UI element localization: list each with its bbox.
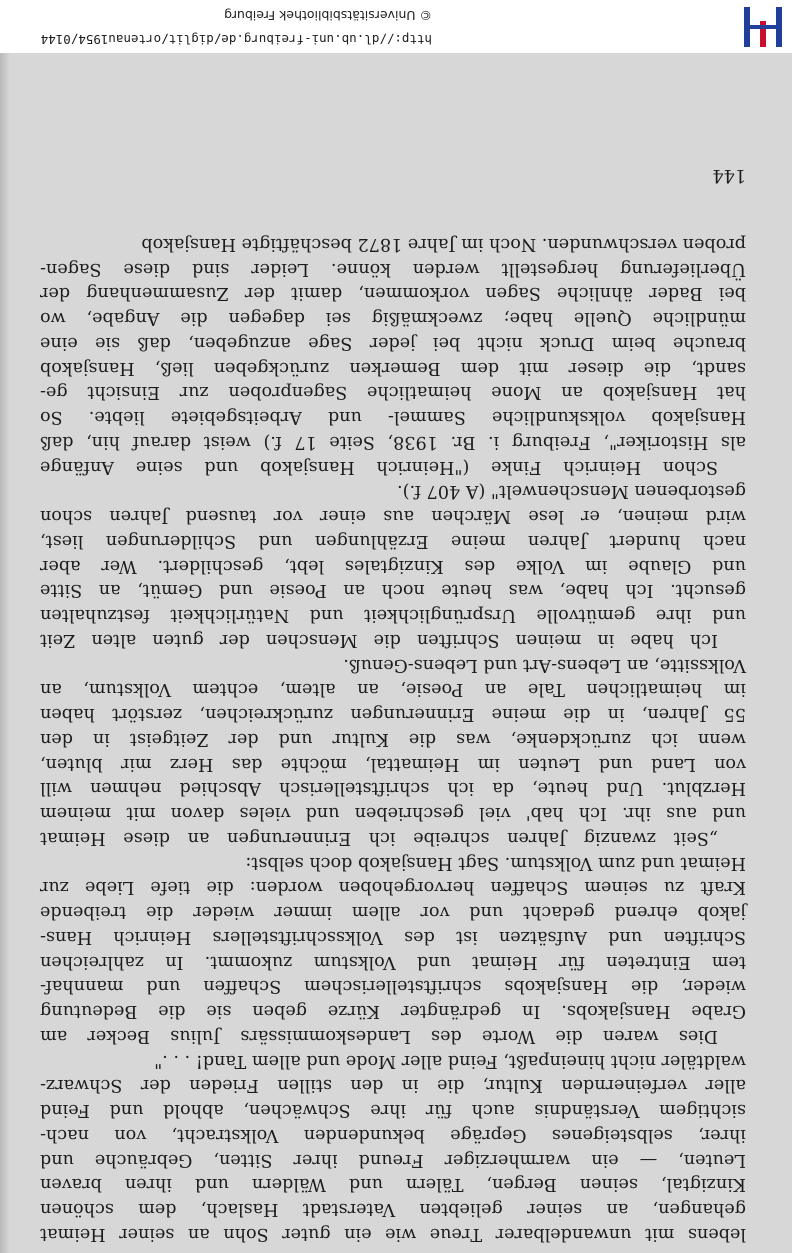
text-line: 55 Jahren, in die meine Erinnerungen zurückreichen, zerstört haben (40, 704, 746, 725)
text-line: sichtigem Verständnis auch für ihre Schwächen, abhold und Feind (40, 1100, 746, 1121)
text-line: lebens mit unwandelbarer Treue wie ein guter Sohn an seiner Heimat (40, 1224, 746, 1244)
text-line: gesucht. Ich habe, was heute noch an Poesie und Gemüt, an Sitte (40, 580, 746, 601)
text-line: Schriften und Aufsätzen ist des Volksschriftstellers Heinrich Hans- (40, 927, 746, 947)
library-logo-icon (738, 5, 788, 49)
text-line: sandt, die dieser mit dem Bemerken zurückgeben ließ, Hansjakob (40, 357, 746, 378)
text-line: Leuten, — ein warmherziger Freund ihrer Sitten, Gebräuche und (40, 1149, 746, 1170)
text-line: proben verschwunden. Noch im Jahre 1872 beschäftigte Hansjakob (141, 234, 746, 254)
text-line: brauche beim Druck nicht bei jeder Sage anzugeben, daß sie eine (40, 333, 746, 353)
text-line: und ihre gemütvolle Ursprünglichkeit und Natürlichkeit festzuhalten (40, 605, 746, 626)
text-line: und Glaube im Volke des Kinzigtales lebt, geschildert. Wer aber (40, 555, 746, 576)
copyright-notice: © Universitätsbibliothek Freiburg (224, 8, 432, 23)
text-line: als Historiker", Freiburg i. Br. 1938, Seite 17 f.) weist darauf hin, daß (40, 432, 746, 452)
text-line: Schon Heinrich Finke ("Heinrich Hansjakob und seine Anfänge (40, 456, 718, 477)
text-line: bei Bader ähnliche Sagen vorkommen, damit der Zusammenhang der (40, 283, 746, 304)
text-line: Heimat und zum Volkstum. Sagt Hansjakob doch selbst: (245, 852, 746, 873)
page-number: 144 (712, 165, 746, 185)
text-line: Kraft zu seinem Schaffen hervorgehoben worden: die tiefe Liebe zur (40, 877, 746, 898)
text-line: hat Hansjakob an Mone heimatliche Sagenproben zur Einsicht ge- (40, 382, 746, 403)
text-line: Hansjakob volkskundliche Sammel- und Arbeitsgebiete liebte. So (40, 407, 746, 428)
text-line: „Seit zwanzig Jahren schreibe ich Erinnerungen an diese Heimat (40, 828, 718, 848)
text-line: Überlieferung hergestellt werden könne. Leider sind diese Sagen- (40, 258, 746, 279)
text-line: jakob ehrend gedacht und vor allem immer wieder die treibende (40, 902, 746, 923)
page-body-text (40, 231, 746, 1246)
text-line: Ich habe in meinen Schriften die Menschen der guten alten Zeit (40, 630, 718, 650)
text-line: tem Eintreten für Heimat und Volkstum zukommt. In zahlreichen (40, 951, 746, 972)
text-line: von Land und Leuten im Heimattal, möchte das Herz mir bluten, (40, 753, 746, 774)
text-line: wenn ich zurückdenke, was die Kultur und der Zeitgeist in den (40, 729, 746, 749)
text-line: Kinzigtal, seinen Bergen, Tälern und Wäldern und ihren braven (40, 1174, 746, 1195)
text-line: wird meinen, er lese Märchen aus einer vor tausend Jahren schon (40, 506, 746, 527)
text-line: Dies waren die Worte des Landeskommissärs Julius Becker am (40, 1026, 718, 1046)
page-edge-shadow (0, 53, 10, 1253)
viewer-footer (0, 0, 800, 53)
document-url-link[interactable]: http://dl.ub.uni-freiburg.de/diglit/ortenau1954/0144 (40, 32, 432, 47)
text-line: ihrer, selbsteigenes Gepräge bekundenden Volkstracht, von nach- (40, 1125, 746, 1145)
text-line: aller verfeinernden Kultur, die in den stillen Frieden der Schwarz- (40, 1075, 746, 1096)
text-line: nach hundert Jahren meine Erzählungen und Schilderungen liest, (40, 531, 746, 551)
text-line: wieder, die Hansjakobs schriftstellerischem Schaffen und mannhaf- (40, 976, 746, 997)
text-line: gestorbenen Menschenwelt" (A 407 f.). (397, 481, 746, 502)
text-line: und aus ihr. Ich hab' viel geschrieben und vieles davon mit meinem (40, 803, 746, 824)
text-line: im heimatlichen Tale an Poesie, an altem, echtem Volkstum, an (40, 679, 746, 700)
text-line: mündliche Quelle habe; zweckmäßig sei dagegen die Angabe, wo (40, 308, 746, 329)
text-line: Grabe Hansjakobs. In gedrängter Kürze geben sie die Bedeutung (40, 1001, 746, 1022)
text-line: Volkssitte, an Lebens-Art und Lebens-Genuß. (343, 654, 746, 675)
text-line: Herzblut. Und heute, da ich schriftstellerisch Abschied nehmen will (40, 778, 746, 799)
text-line: waldtäler nicht hineinpaßt, Feind aller Mode und allem Tand! . . ." (154, 1050, 746, 1071)
text-line: gehangen, an seiner geliebten Vaterstadt Haslach, dem schönen (40, 1199, 746, 1220)
